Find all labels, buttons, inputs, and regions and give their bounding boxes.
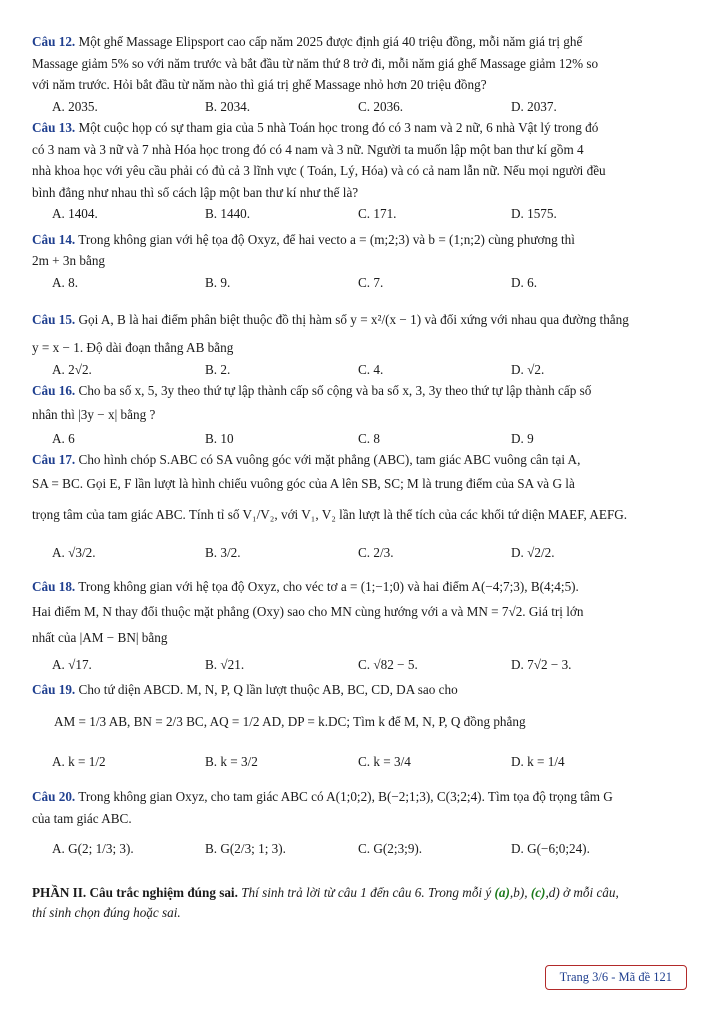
q19-options bbox=[32, 744, 692, 780]
q16-option-c[interactable]: C. 8 bbox=[358, 430, 380, 446]
q19-option-d[interactable]: D. k = 1/4 bbox=[511, 754, 565, 769]
q14-text-2: 2m + 3n bằng bbox=[32, 253, 106, 268]
q19-option-b[interactable]: B. k = 3/2 bbox=[205, 754, 258, 769]
part-2-title: PHẦN II. Câu trắc nghiệm đúng sai. bbox=[32, 885, 238, 900]
q14-text-1: Trong không gian với hệ tọa độ Oxyz, để hai vecto a = (m;2;3) và b = (1;n;2) cùng phương thì bbox=[78, 231, 575, 247]
q14-number: Câu 14. bbox=[32, 231, 76, 247]
q13-option-d[interactable]: D. 1575. bbox=[511, 206, 557, 221]
question-18 bbox=[32, 575, 692, 679]
q17-option-d[interactable]: D. √2/2. bbox=[511, 544, 555, 560]
page-footer: Trang 3/6 - Mã đề 121 bbox=[545, 965, 687, 990]
q17-option-a[interactable]: A. √3/2. bbox=[52, 544, 96, 560]
q13-option-b[interactable]: B. 1440. bbox=[205, 206, 251, 221]
part-2-option-c: (c) bbox=[530, 885, 546, 900]
q12-text-3: với năm trước. Hỏi bắt đầu từ năm nào thì giá trị ghế Massage nhỏ hơn 20 triệu đồng? bbox=[32, 77, 487, 92]
q17-options bbox=[32, 533, 692, 573]
q19-text-2: AM = 1/3 AB, BN = 2/3 BC, AQ = 1/2 AD, DP = k.DC; Tìm k để M, N, P, Q đồng phẳng bbox=[54, 714, 526, 729]
q13-text-4: bình đẳng như nhau thì số cách lập một ban thư kí như thế là? bbox=[32, 184, 359, 200]
q19-line-1 bbox=[32, 679, 692, 701]
q15-number: Câu 15. bbox=[32, 312, 76, 327]
q19-option-c[interactable]: C. k = 3/4 bbox=[358, 754, 411, 769]
q20-number: Câu 20. bbox=[32, 789, 76, 804]
q12-option-b[interactable]: B. 2034. bbox=[205, 98, 251, 114]
q16-text-1: Cho ba số x, 5, 3y theo thứ tự lập thành cấp số cộng và ba số x, 3, 3y theo thứ tự lập thành cấp số bbox=[78, 383, 592, 398]
q12-number: Câu 12. bbox=[32, 34, 76, 49]
q15-option-a[interactable]: A. 2√2. bbox=[52, 361, 92, 377]
q17-text-3: trọng tâm của tam giác ABC. Tính tỉ số V₁/V₂, với V₁, V₂ lần lượt là thể tích của các khối tứ diện MAEF, AEFG. bbox=[32, 506, 628, 522]
q17-option-c[interactable]: C. 2/3. bbox=[358, 544, 394, 560]
q18-text-1: Trong không gian với hệ tọa độ Oxyz, cho véc tơ a = (1;−1;0) và hai điểm A(−4;7;3), B(4;4;5). bbox=[78, 578, 579, 594]
q18-option-d[interactable]: D. 7√2 − 3. bbox=[511, 656, 572, 672]
q20-option-a[interactable]: A. G(2; 1/3; 3). bbox=[52, 841, 134, 856]
q15-text-1: Gọi A, B là hai điểm phân biệt thuộc đồ thị hàm số y = x²/(x − 1) và đối xứng với nhau qua đường thẳng bbox=[78, 312, 629, 327]
question-14 bbox=[32, 229, 692, 294]
q16-option-b[interactable]: B. 10 bbox=[205, 430, 234, 446]
q13-option-a[interactable]: A. 1404. bbox=[52, 206, 98, 221]
q13-options bbox=[32, 203, 692, 225]
question-19 bbox=[32, 679, 692, 781]
q18-number: Câu 18. bbox=[32, 578, 76, 594]
q12-option-c[interactable]: C. 2036. bbox=[358, 98, 404, 114]
q15-line-1 bbox=[32, 303, 692, 337]
q15-option-c[interactable]: C. 4. bbox=[358, 361, 384, 377]
q13-text-2: có 3 nam và 3 nữ và 7 nhà Hóa học trong đó có 4 nam và 3 nữ. Người ta muốn lập một ban thư kí gồm 4 bbox=[32, 141, 584, 157]
q20-line-1 bbox=[32, 786, 692, 808]
q18-option-c[interactable]: C. √82 − 5. bbox=[358, 656, 418, 672]
question-17 bbox=[32, 449, 692, 573]
q12-option-a[interactable]: A. 2035. bbox=[52, 98, 98, 114]
q12-options bbox=[32, 96, 692, 118]
q16-option-a[interactable]: A. 6 bbox=[52, 430, 75, 446]
q17-number: Câu 17. bbox=[32, 452, 76, 467]
question-16 bbox=[32, 380, 692, 449]
question-13 bbox=[32, 117, 692, 225]
q14-line-1 bbox=[32, 229, 692, 251]
q20-option-c[interactable]: C. G(2;3;9). bbox=[358, 841, 423, 856]
q13-line-1 bbox=[32, 117, 692, 139]
q17-text-1: Cho hình chóp S.ABC có SA vuông góc với mặt phẳng (ABC), tam giác ABC vuông cân tại A, bbox=[78, 452, 581, 467]
q13-text-1: Một cuộc họp có sự tham gia của 5 nhà Toán học trong đó có 3 nam và 2 nữ, 6 nhà Vật lý trong đó bbox=[78, 120, 599, 135]
q20-text-2: của tam giác ABC. bbox=[32, 810, 132, 826]
question-20 bbox=[32, 786, 692, 869]
q13-text-3: nhà khoa học với yêu cầu phải có đủ cả 3 lĩnh vực ( Toán, Lý, Hóa) và có cả nam lẫn nữ. Nếu mọi người đều bbox=[32, 163, 606, 178]
q20-option-b[interactable]: B. G(2/3; 1; 3). bbox=[205, 841, 286, 856]
q16-options bbox=[32, 428, 692, 450]
q12-option-d[interactable]: D. 2037. bbox=[511, 98, 557, 114]
q12-text-1: Một ghế Massage Elipsport cao cấp năm 2025 được định giá 40 triệu đồng, mỗi năm giá trị ghế bbox=[78, 34, 583, 49]
part-2-option-a: (a) bbox=[494, 885, 510, 900]
exam-page bbox=[32, 31, 692, 923]
q20-option-d[interactable]: D. G(−6;0;24). bbox=[511, 841, 590, 856]
q18-option-b[interactable]: B. √21. bbox=[205, 656, 245, 672]
q19-number: Câu 19. bbox=[32, 681, 76, 697]
q18-text-2: Hai điểm M, N thay đổi thuộc mặt phẳng (Oxy) sao cho MN cùng hướng với a và MN = 7√2. Giá trị lớn bbox=[32, 603, 584, 619]
part-2-desc-1: Thí sinh trả lời từ câu 1 đến câu 6. Trong mỗi ý bbox=[241, 885, 492, 900]
q16-number: Câu 16. bbox=[32, 383, 76, 398]
q14-option-d[interactable]: D. 6. bbox=[511, 274, 538, 290]
part-2-desc-2: thí sinh chọn đúng hoặc sai. bbox=[32, 905, 181, 920]
q18-line-1 bbox=[32, 575, 692, 599]
q16-option-d[interactable]: D. 9 bbox=[511, 430, 534, 446]
q17-line-1 bbox=[32, 449, 692, 471]
q20-options bbox=[32, 829, 692, 869]
q16-text-2: nhân thì |3y − x| bằng ? bbox=[32, 406, 156, 422]
q14-option-c[interactable]: C. 7. bbox=[358, 274, 384, 290]
question-12 bbox=[32, 31, 692, 117]
q17-option-b[interactable]: B. 3/2. bbox=[205, 544, 241, 560]
q15-option-d[interactable]: D. √2. bbox=[511, 361, 545, 377]
q14-options bbox=[32, 272, 692, 294]
q18-text-3: nhất của |AM − BN| bằng bbox=[32, 629, 168, 645]
q18-option-a[interactable]: A. √17. bbox=[52, 656, 92, 672]
q13-option-c[interactable]: C. 171. bbox=[358, 206, 397, 221]
q19-text-1: Cho tứ diện ABCD. M, N, P, Q lần lượt thuộc AB, BC, CD, DA sao cho bbox=[78, 681, 458, 697]
q19-option-a[interactable]: A. k = 1/2 bbox=[52, 754, 106, 769]
q13-number: Câu 13. bbox=[32, 120, 76, 135]
q14-option-b[interactable]: B. 9. bbox=[205, 274, 231, 290]
part-2-option-d: ,d) ở mỗi câu, bbox=[545, 885, 619, 900]
q20-text-1: Trong không gian Oxyz, cho tam giác ABC có A(1;0;2), B(−2;1;3), C(3;2;4). Tìm tọa độ trọng tâm G bbox=[78, 789, 613, 804]
q12-line-1 bbox=[32, 31, 692, 53]
part-2-option-b: ,b), bbox=[509, 885, 528, 900]
part-2-heading bbox=[32, 883, 692, 923]
q16-line-1 bbox=[32, 380, 692, 402]
q15-options bbox=[32, 359, 692, 381]
question-15 bbox=[32, 303, 692, 380]
q18-options bbox=[32, 651, 692, 679]
q15-text-2: y = x − 1. Độ dài đoạn thẳng AB bằng bbox=[32, 340, 234, 355]
q14-option-a[interactable]: A. 8. bbox=[52, 274, 79, 290]
q17-text-2: SA = BC. Gọi E, F lần lượt là hình chiếu vuông góc của A lên SB, SC; M là trung điểm của SA và G là bbox=[32, 475, 575, 491]
q15-option-b[interactable]: B. 2. bbox=[205, 361, 231, 377]
q12-text-2: Massage giảm 5% so với năm trước và bắt đầu từ năm thứ 8 trở đi, mỗi năm giá ghế Massage giảm 12% so bbox=[32, 55, 599, 71]
